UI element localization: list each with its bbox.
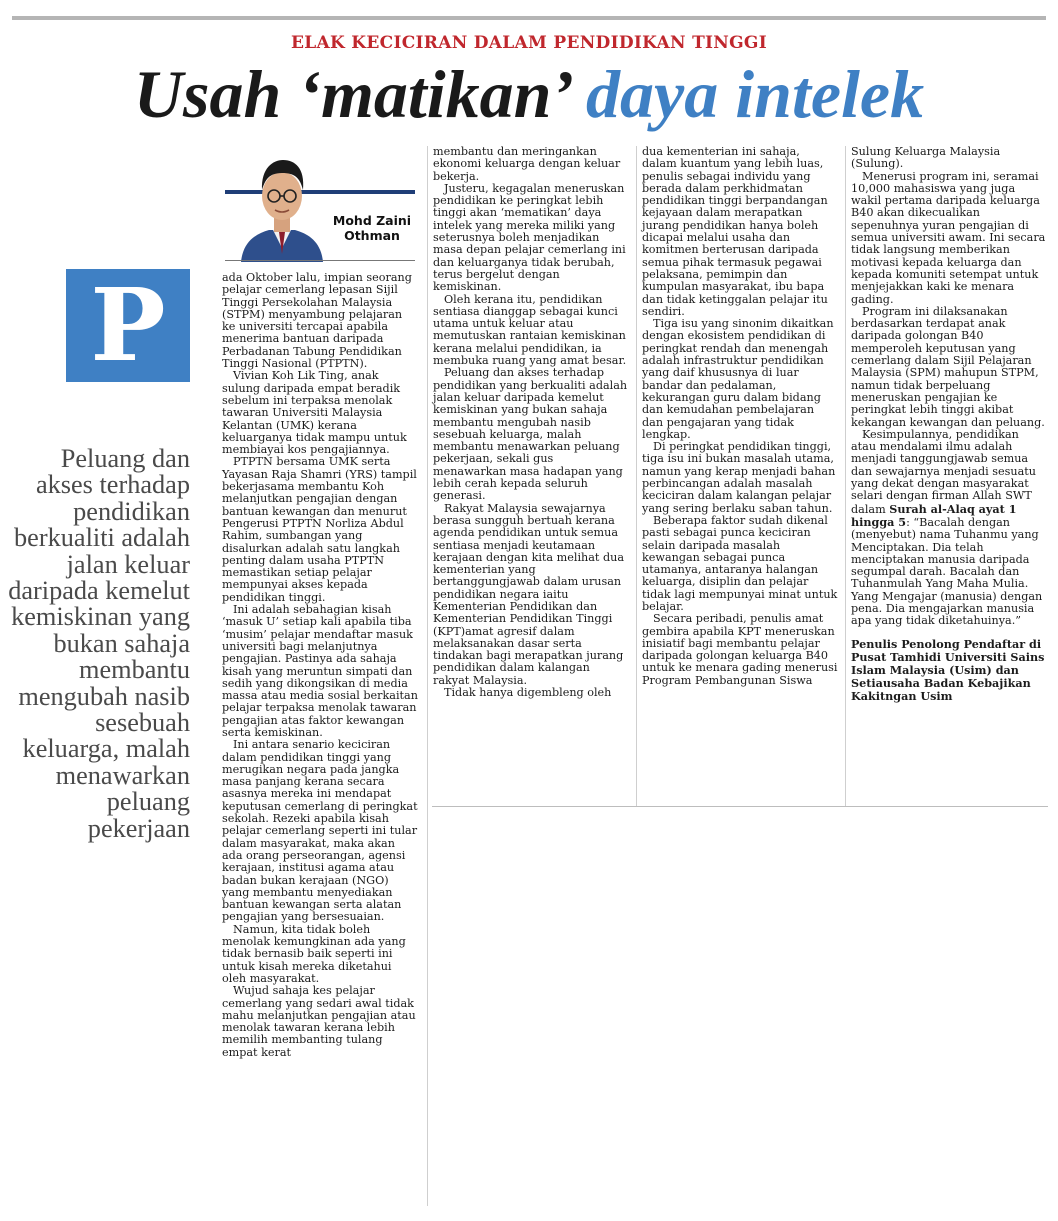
paragraph: Oleh kerana itu, pendidikan sentiasa dianggap sebagai kunci utama untuk keluar atau memutuskan rantaian kemiskinan kerana melalui pendidikan, ia membuka ruang yang amat besar. [433, 292, 627, 368]
headline-part1: Usah ‘matikan’ [133, 56, 570, 132]
article-column-2 [433, 146, 629, 699]
article-column-4 [851, 146, 1047, 703]
paragraph: PTPTN bersama UMK serta Yayasan Raja Shamri (YRS) tampil bekerjasama membantu Koh melanjutkan pengajian dengan bantuan kewangan dan menurut Pengerusi PTPTN Norliza Abdul Rahim, sumbangan yang disalurkan adalah satu langkah penting dalam usaha PTPTN memastikan setiap pelajar mempunyai akses kepada pendidikan tinggi. [222, 455, 417, 604]
paragraph: Rakyat Malaysia sewajarnya berasa sungguh bertuah kerana agenda pendidikan untuk semua sentiasa menjadi keutamaan kerajaan dengan kita melihat dua kementerian yang bertanggungjawab dalam urusan pendidikan negara iaitu Kementerian Pendidikan dan Kementerian Pendidikan Tinggi (KPT)amat agresif dalam melaksanakan dasar serta tindakan bagi merapatkan jurang pendidikan dalam kalangan rakyat Malaysia. [433, 501, 624, 687]
bottom-rule [432, 806, 1048, 807]
text-run: : “Bacalah dengan (menyebut) nama Tuhanmu yang Menciptakan. Dia telah menciptakan manusia daripada segumpal darah. Bacalah dan Tuhanmulah Yang Maha Mulia. Yang Mengajar (manusia) dengan pena. Dia mengajarkan manusia apa yang tidak diketahuinya.” [851, 515, 1043, 628]
pull-quote: Peluang dan akses terhadap pendidikan berkualiti adalah jalan keluar daripada kemelut kemiskinan yang bukan sahaja membantu mengubah nasib sesebuah keluarga, malah menawarkan peluang pekerjaan [8, 444, 190, 843]
author-name [327, 213, 417, 243]
column-divider [427, 146, 428, 1206]
paragraph: Sulung Keluarga Malaysia (Sulung). [851, 145, 1001, 171]
column-divider [636, 146, 637, 806]
author-photo [237, 150, 327, 262]
author-name-line2: Othman [344, 228, 400, 243]
quran-reference: Surah al-Alaq ayat 1 hingga 5 [851, 501, 1017, 529]
kicker: ELAK KECICIRAN DALAM PENDIDIKAN TINGGI [290, 33, 767, 53]
text-run: Kesimpulannya, pendidikan atau mendalami ilmu adalah menjadi tanggungjawab semua dan sewajarnya menjadi sesuatu yang dekat dengan masyarakat selari dengan firman Allah SWT dalam [851, 427, 1036, 516]
paragraph: dua kementerian ini sahaja, dalam kuantum yang lebih luas, penulis sebagai individu yang berada dalam perkhidmatan pendidikan tinggi berpandangan kejayaan dalam merapatkan jurang pendidikan hanya boleh dicapai melalui usaha dan komitmen berterusan daripada semua pihak termasuk pegawai pelaksana, pemimpin dan kumpulan masyarakat, ibu bapa dan tidak ketinggalan pelajar itu sendiri. [642, 145, 828, 318]
author-underline [225, 260, 415, 261]
article-column-1 [222, 272, 418, 1059]
paragraph: Vivian Koh Lik Ting, anak sulung daripada empat beradik sebelum ini terpaksa menolak tawaran Universiti Malaysia Kelantan (UMK) kerana keluarganya tidak mampu untuk membiayai kos pengajiannya. [222, 369, 407, 457]
paragraph: Tiga isu yang sinonim dikaitkan dengan ekosistem pendidikan di peringkat rendah dan menengah adalah infrastruktur pendidikan yang daif khususnya di luar bandar dan pedalaman, kekurangan guru dalam bidang dan kemudahan pembelajaran dan pengajaran yang tidak lengkap. [642, 317, 834, 441]
paragraph: Program ini dilaksanakan berdasarkan terdapat anak daripada golongan B40 memperoleh keputusan yang cemerlang dalam Sijil Pelajaran Malaysia (SPM) mahupun STPM, namun tidak berpeluang meneruskan pengajian ke peringkat lebih tinggi akibat kekangan kewangan dan peluang. [851, 304, 1045, 429]
paragraph: Tidak hanya digembleng oleh [444, 686, 612, 700]
author-footnote: Penulis Penolong Pendaftar di Pusat Tamhidi Universiti Sains Islam Malaysia (Usim) dan Setiausaha Badan Kebajikan Kakitngan Usim [851, 636, 1045, 703]
article-column-3 [642, 146, 838, 687]
headline-part2: daya intelek [586, 56, 925, 132]
paragraph: Peluang dan akses terhadap pendidikan yang berkualiti adalah jalan keluar daripada kemelut kemiskinan yang bukan sahaja membantu mengubah nasib sesebuah keluarga, malah membantu menawarkan peluang pekerjaan, sekali gus menawarkan masa hadapan yang lebih cerah kepada seluruh generasi. [433, 366, 628, 503]
paragraph: Ini adalah sebahagian kisah ‘masuk U’ setiap kali apabila tiba ‘musim’ pelajar mendaftar masuk universiti bagi melanjutnya pengajian. Pastinya ada sahaja kisah yang meruntun simpati dan sedih yang dikongsikan di media massa atau media sosial berkaitan pelajar terpaksa menolak tawaran pengajian atas faktor kewangan serta kemiskinan. [222, 603, 418, 739]
paragraph: Secara peribadi, penulis amat gembira apabila KPT meneruskan inisiatif bagi membantu pelajar daripada golongan keluarga B40 untuk ke menara gading menerusi Program Pembangunan Siswa [642, 612, 838, 687]
paragraph: Beberapa faktor sudah dikenal pasti sebagai punca keciciran selain daripada masalah kewangan sebagai punca utamanya, antaranya halangan keluarga, disiplin dan pelajar tidak lagi mempunyai minat untuk belajar. [642, 513, 838, 613]
paragraph: Namun, kita tidak boleh menolak kemungkinan ada yang tidak bernasib baik seperti ini untuk kisah mereka diketahui oleh masyarakat. [222, 922, 406, 985]
paragraph: Wujud sahaja kes pelajar cemerlang yang sedari awal tidak mahu melanjutkan pengajian atau menolak tawaran kerana lebih memilih membanting tulang empat kerat [222, 984, 416, 1059]
headline [0, 50, 1058, 138]
paragraph: Menerusi program ini, seramai 10,000 mahasiswa yang juga wakil pertama daripada keluarga B40 akan dikecualikan sepenuhnya yuran pengajian di semua universiti awam. Ini secara tidak langsung memberikan motivasi kepada keluarga dan kepada komuniti setempat untuk menjejakkan kaki ke menara gading. [851, 169, 1046, 306]
paragraph: Di peringkat pendidikan tinggi, tiga isu ini bukan masalah utama, namun yang kerap menjadi bahan perbincangan adalah masalah keciciran dalam kalangan pelajar yang sering berlaku saban tahun. [642, 440, 836, 515]
top-rule [12, 16, 1046, 20]
paragraph [851, 429, 1047, 628]
dropcap: P [66, 269, 190, 382]
paragraph: ada Oktober lalu, impian seorang pelajar cemerlang lepasan Sijil Tinggi Persekolahan Malaysia (STPM) menyambung pelajaran ke universiti tercapai apabila menerima bantuan daripada Perbadanan Tabung Pendidikan Tinggi Nasional (PTPTN). [222, 271, 412, 371]
paragraph: Ini antara senario keciciran dalam pendidikan tinggi yang merugikan negara pada jangka masa panjang kerana secara asasnya mereka ini mendapat keputusan cemerlang di peringkat sekolah. Rezeki apabila kisah pelajar cemerlang seperti ini tular dalam masyarakat, maka akan ada orang perseorangan, agensi kerajaan, institusi agama atau badan bukan kerajaan (NGO) yang membantu menyediakan bantuan kewangan serta alatan pengajian yang bersesuaian. [222, 738, 418, 924]
column-divider [845, 146, 846, 806]
author-name-line1: Mohd Zaini [332, 213, 412, 228]
paragraph: membantu dan meringankan ekonomi keluarga dengan keluar bekerja. [433, 145, 621, 183]
paragraph: Justeru, kegagalan meneruskan pendidikan ke peringkat lebih tinggi akan ‘mematikan’ daya intelek yang mereka miliki yang seterusnya boleh menjadikan masa depan pelajar cemerlang ini dan keluarganya tidak berubah, terus bergelut dengan kemiskinan. [433, 181, 626, 294]
